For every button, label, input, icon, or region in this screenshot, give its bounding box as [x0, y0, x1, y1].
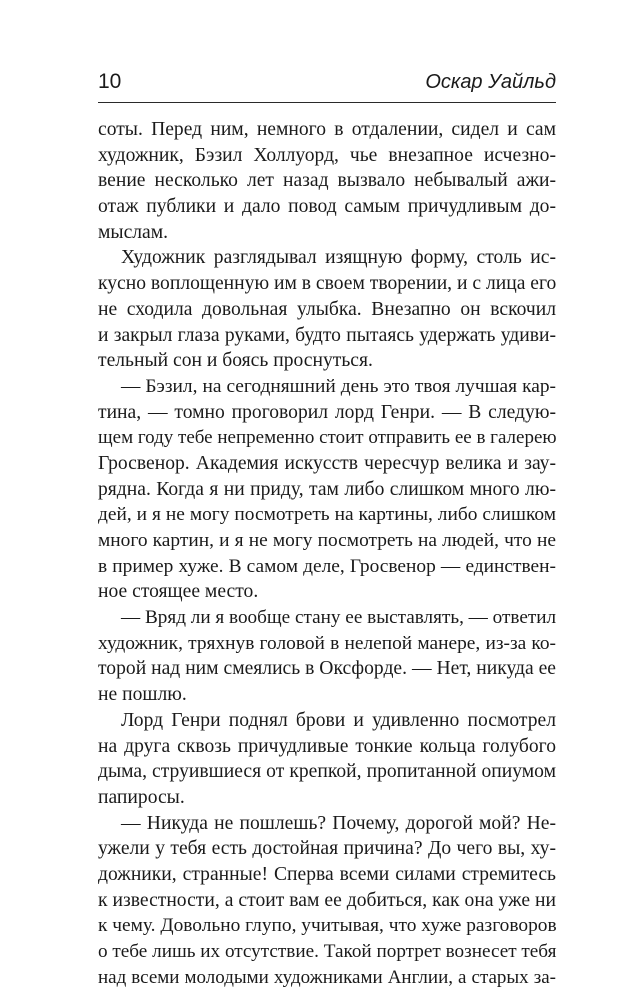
text-line: соты. Перед ним, немного в отдалении, сидел и сам — [98, 119, 556, 140]
text-line: рядна. Когда я ни приду, там либо слишком много лю- — [98, 478, 556, 500]
text-line: тина, — томно проговорил лорд Генри. — В следую- — [98, 401, 556, 423]
text-line: — Никуда не пошлешь? Почему, дорогой мой? Не- — [121, 812, 556, 834]
text-line: дей, и я не могу посмотреть на картины, либо слишком — [98, 504, 556, 526]
text-line: и закрыл глаза руками, будто пытаясь удержать удиви- — [98, 324, 556, 346]
text-line: тельный сон и боясь проснуться. — [98, 350, 373, 372]
text-line: вение несколько лет назад вызвало небывалый ажи- — [98, 170, 556, 192]
text-line: Лорд Генри поднял брови и удивленно посмотрел — [121, 709, 556, 731]
page-number: 10 — [98, 70, 122, 93]
text-line: — Бэзил, на сегодняшний день это твоя лучшая кар- — [121, 375, 556, 397]
text-line: кусно воплощенную им в своем творении, и с лица его — [98, 273, 557, 295]
text-line: ное стоящее место. — [98, 581, 259, 603]
text-line: отаж публики и дало повод самым причудливым до- — [98, 196, 556, 218]
text-line: над всеми молодыми художниками Англии, а старых за- — [98, 966, 556, 988]
text-line: много картин, и я не могу посмотреть на людей, что не — [98, 530, 556, 551]
text-line: Художник разглядывал изящную форму, столь ис- — [121, 247, 556, 269]
text-line: папиросы. — [98, 786, 185, 808]
text-line: не сходила довольная улыбка. Внезапно он вскочил — [98, 298, 556, 320]
text-line: Гросвенор. Академия искусств чересчур велика и зау- — [98, 452, 556, 474]
text-line: дожники, странные! Сперва всеми силами стремитесь — [98, 863, 556, 885]
running-head-author: Оскар Уайльд — [425, 71, 556, 93]
text-line: не пошлю. — [98, 684, 187, 706]
text-line: на друга сквозь причудливые тонкие кольца голубого — [98, 735, 556, 757]
body-text — [98, 117, 556, 990]
page-header — [98, 62, 556, 103]
text-line: художник, Бэзил Холлуорд, чье внезапное исчезно- — [98, 144, 556, 166]
text-line: щем году тебе непременно стоит отправить ее в галерею — [98, 427, 557, 449]
text-line: — Вряд ли я вообще стану ее выставлять, — ответил — [121, 607, 557, 629]
text-line: торой над ним смеялись в Оксфорде. — Нет, никуда ее — [98, 658, 556, 680]
text-line: мыслам. — [98, 221, 169, 243]
text-line: дыма, струившиеся от крепкой, пропитанной опиумом — [98, 761, 556, 783]
text-line: о тебе лишь их отсутствие. Такой портрет вознесет тебя — [98, 941, 557, 962]
text-line: к чему. Довольно глупо, учитывая, что хуже разговоров — [98, 915, 557, 937]
text-line: в пример хуже. В самом деле, Гросвенор — единствен- — [98, 555, 556, 577]
text-line: к известности, а стоит вам ее добиться, как она уже ни — [98, 889, 556, 911]
text-line: художник, тряхнув головой в нелепой манере, из-за ко- — [98, 632, 556, 654]
text-line: ужели у тебя есть достойная причина? До чего вы, ху- — [98, 838, 556, 860]
